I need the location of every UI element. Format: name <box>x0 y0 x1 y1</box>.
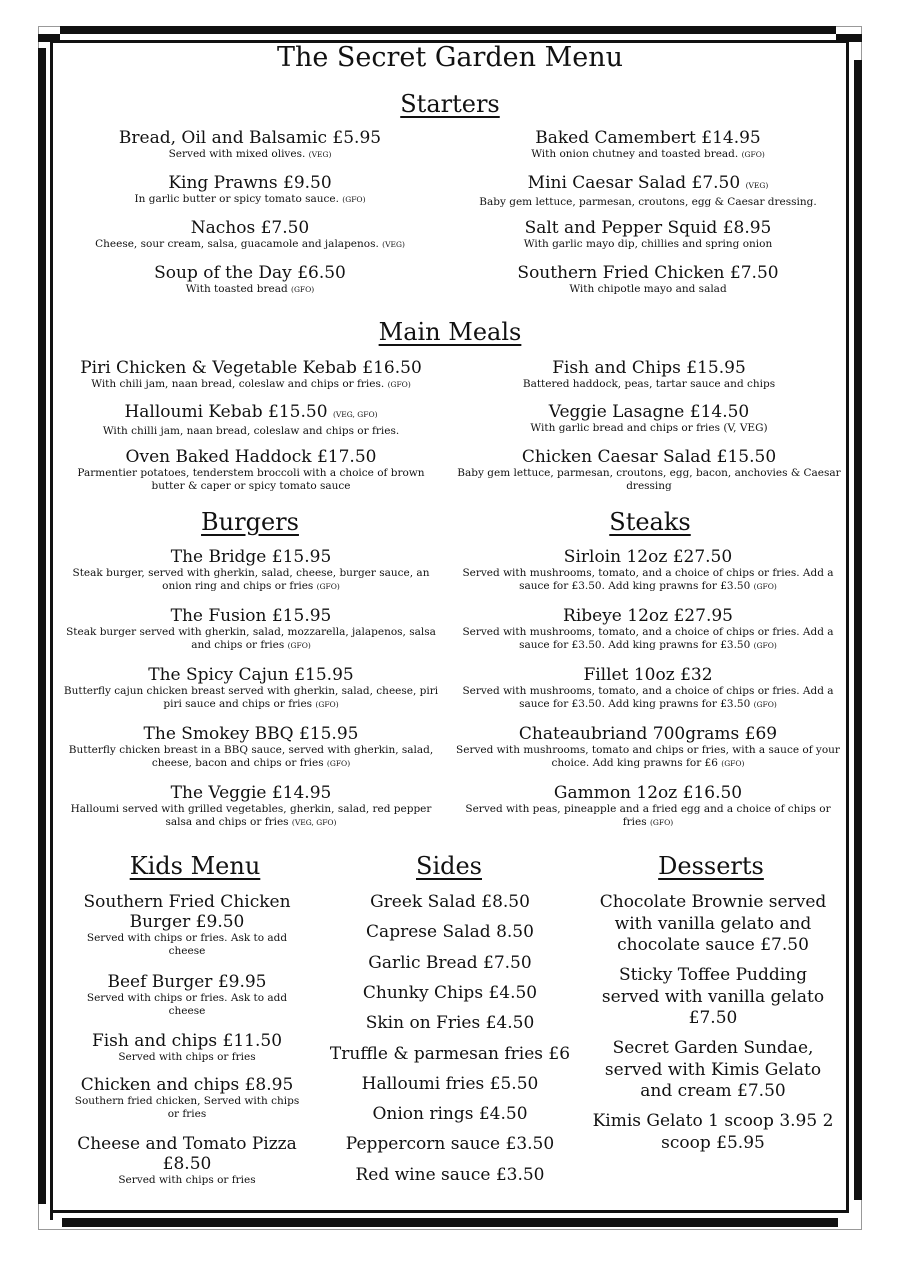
item-name-line <box>58 173 442 193</box>
menu-item <box>68 402 434 438</box>
dessert-item: Chocolate Brownie served with vanilla gelato and chocolate sauce £7.50 <box>599 892 827 955</box>
menu-item <box>74 1134 300 1187</box>
item-description-line <box>68 378 434 391</box>
item-name: Chicken Caesar Salad £15.50 <box>521 447 777 467</box>
item-description: Served with chips or fries <box>118 1051 256 1063</box>
item-description: With garlic bread and chips or fries (V, VEG) <box>530 422 768 434</box>
item-name-line <box>74 1031 300 1051</box>
menu-item <box>74 1031 300 1064</box>
item-name-line <box>58 263 442 283</box>
item-name: King Prawns £9.50 <box>168 173 332 193</box>
item-name: The Smokey BBQ £15.95 <box>143 724 359 744</box>
item-name-line <box>68 402 434 425</box>
item-description-line <box>74 1095 300 1121</box>
item-diet-tag: (VEG) <box>745 181 769 190</box>
item-description-line <box>454 467 844 493</box>
item-name: Chateaubriand 700grams £69 <box>518 724 778 744</box>
item-description: Halloumi served with grilled vegetables, gherkin, salad, red pepper salsa and chips or fries <box>70 803 432 828</box>
item-name: Bread, Oil and Balsamic £5.95 <box>118 128 382 148</box>
menu-item <box>456 606 840 652</box>
item-diet-tag: (VEG, GFO) <box>291 818 337 827</box>
side-item: Greek Salad £8.50 <box>370 892 530 912</box>
item-name-line <box>454 402 844 422</box>
item-name: Chicken and chips £8.95 <box>80 1075 294 1095</box>
steaks-heading: Steaks <box>609 508 691 536</box>
item-description-line <box>74 992 300 1018</box>
item-description-line <box>68 425 434 438</box>
item-name-line <box>456 173 840 196</box>
item-name: The Veggie £14.95 <box>170 783 332 803</box>
item-description-line <box>454 422 844 435</box>
side-item: Chunky Chips £4.50 <box>362 982 538 1003</box>
item-diet-tag: (GFO) <box>741 150 765 159</box>
item-description-line <box>74 932 300 958</box>
side-item: Garlic Bread £7.50 <box>368 952 532 973</box>
item-description-line <box>58 283 442 296</box>
item-name: Southern Fried Chicken Burger £9.50 <box>83 892 291 932</box>
item-name: Baked Camembert £14.95 <box>535 128 761 148</box>
item-description: In garlic butter or spicy tomato sauce. <box>134 193 343 205</box>
item-name: Nachos £7.50 <box>190 218 310 238</box>
side-item: Peppercorn sauce £3.50 <box>345 1134 555 1155</box>
item-description-line <box>454 378 844 391</box>
item-name: The Spicy Cajun £15.95 <box>148 665 354 685</box>
menu-item <box>58 218 442 251</box>
item-description: Served with chips or fries <box>118 1174 256 1186</box>
menu-item <box>62 783 440 829</box>
item-description-line <box>456 803 840 829</box>
menu-item <box>456 218 840 251</box>
item-name-line <box>68 358 434 378</box>
menu-item <box>74 892 300 958</box>
menu-item <box>456 665 840 711</box>
item-description-line <box>456 283 840 296</box>
item-diet-tag: (GFO) <box>753 582 777 591</box>
side-item: Red wine sauce £3.50 <box>355 1164 545 1185</box>
frame-right-bar <box>854 60 862 1200</box>
menu-item <box>58 128 442 161</box>
item-name: Fish and chips £11.50 <box>91 1031 283 1051</box>
item-name-line <box>74 1075 300 1095</box>
item-name-line <box>74 1134 300 1174</box>
item-description-line <box>456 148 840 161</box>
item-description: With onion chutney and toasted bread. <box>531 148 742 160</box>
item-description: Butterfly chicken breast in a BBQ sauce, served with gherkin, salad, cheese, bacon and chips or fries <box>68 744 434 769</box>
item-description-line <box>62 685 440 711</box>
item-name-line <box>454 447 844 467</box>
item-description-line <box>74 1051 300 1064</box>
item-diet-tag: (VEG) <box>382 240 405 249</box>
item-description: Baby gem lettuce, parmesan, croutons, egg & Caesar dressing. <box>479 196 817 208</box>
item-description-line <box>58 193 442 206</box>
item-name-line <box>58 128 442 148</box>
item-description: Served with chips or fries. Ask to add cheese <box>86 932 288 957</box>
item-name-line <box>456 665 840 685</box>
item-name-line <box>74 972 300 992</box>
dessert-item: Secret Garden Sundae, served with Kimis Gelato and cream £7.50 <box>604 1038 822 1101</box>
item-description: Served with chips or fries. Ask to add cheese <box>86 992 288 1017</box>
side-item: Halloumi fries £5.50 <box>361 1073 539 1094</box>
item-description-line <box>62 567 440 593</box>
item-diet-tag: (GFO) <box>650 818 674 827</box>
menu-item <box>456 783 840 829</box>
menu-item <box>62 606 440 652</box>
item-description: With toasted bread <box>185 283 292 295</box>
item-name-line <box>454 358 844 378</box>
side-item: Onion rings £4.50 <box>372 1104 528 1125</box>
item-description: Battered haddock, peas, tartar sauce and chips <box>522 378 776 390</box>
item-name: Oven Baked Haddock £17.50 <box>125 447 377 467</box>
starters-heading: Starters <box>400 90 500 118</box>
menu-item <box>68 358 434 391</box>
item-diet-tag: (VEG, GFO) <box>332 410 378 419</box>
item-diet-tag: (GFO) <box>287 641 311 650</box>
menu-item <box>456 173 840 209</box>
item-name: Fish and Chips £15.95 <box>552 358 746 378</box>
main-meals-heading: Main Meals <box>378 318 522 346</box>
item-name-line <box>68 447 434 467</box>
burgers-heading: Burgers <box>201 508 299 536</box>
frame-inner-left <box>50 42 53 1220</box>
menu-item <box>454 402 844 435</box>
item-description: Served with mushrooms, tomato and chips or fries, with a sauce of your choice. Add king prawns for £6 <box>456 744 840 769</box>
item-name: Ribeye 12oz £27.95 <box>563 606 733 626</box>
dessert-item: Kimis Gelato 1 scoop 3.95 2 scoop £5.95 <box>592 1111 834 1153</box>
menu-item <box>456 128 840 161</box>
item-name-line <box>62 606 440 626</box>
item-description: Served with mushrooms, tomato, and a choice of chips or fries. Add a sauce for £3.50. Add king prawns for £3.50 <box>462 685 834 710</box>
item-description: Steak burger served with gherkin, salad, mozzarella, jalapenos, salsa and chips or fries <box>66 626 436 651</box>
item-description: Served with mushrooms, tomato, and a choice of chips or fries. Add a sauce for £3.50. Add king prawns for £3.50 <box>462 567 834 592</box>
item-diet-tag: (GFO) <box>721 759 745 768</box>
menu-item <box>74 1075 300 1121</box>
side-item: Skin on Fries £4.50 <box>365 1013 535 1034</box>
item-description: With chilli jam, naan bread, coleslaw and chips or fries. <box>102 425 400 437</box>
item-name: Fillet 10oz £32 <box>583 665 713 685</box>
item-description: Butterfly cajun chicken breast served with gherkin, salad, cheese, piri piri sauce and chips or fries <box>63 685 439 710</box>
frame-top-bar <box>60 26 836 34</box>
item-name: Soup of the Day £6.50 <box>154 263 346 283</box>
item-name-line <box>456 128 840 148</box>
item-diet-tag: (GFO) <box>326 759 351 768</box>
item-description: Cheese, sour cream, salsa, guacamole and jalapenos. <box>95 238 383 250</box>
desserts-heading: Desserts <box>658 852 764 880</box>
item-name: Southern Fried Chicken £7.50 <box>517 263 779 283</box>
menu-item <box>62 665 440 711</box>
item-name: The Fusion £15.95 <box>170 606 332 626</box>
sides-heading: Sides <box>416 852 482 880</box>
menu-item <box>454 447 844 493</box>
item-description: Southern fried chicken, Served with chips or fries <box>74 1095 300 1120</box>
item-name-line <box>58 218 442 238</box>
item-description: Served with mixed olives. <box>168 148 309 160</box>
item-description: With chili jam, naan bread, coleslaw and chips or fries. <box>91 378 388 390</box>
menu-item <box>456 263 840 296</box>
item-diet-tag: (GFO) <box>753 641 777 650</box>
frame-inner-right <box>846 34 849 1212</box>
menu-item <box>62 547 440 593</box>
item-name-line <box>456 783 840 803</box>
menu-title: The Secret Garden Menu <box>276 42 624 73</box>
item-description-line <box>58 238 442 251</box>
item-description: Baby gem lettuce, parmesan, croutons, egg, bacon, anchovies & Caesar dressing <box>457 467 841 492</box>
item-description: With chipotle mayo and salad <box>569 283 727 295</box>
menu-item <box>454 358 844 391</box>
item-name-line <box>62 665 440 685</box>
side-item: Truffle & parmesan fries £6 <box>329 1043 571 1064</box>
menu-item <box>68 447 434 493</box>
item-description: Served with peas, pineapple and a fried egg and a choice of chips or fries <box>465 803 831 828</box>
item-diet-tag: (GFO) <box>387 380 411 389</box>
item-description-line <box>456 238 840 251</box>
item-name-line <box>62 724 440 744</box>
item-description-line <box>456 567 840 593</box>
item-diet-tag: (GFO) <box>753 700 777 709</box>
item-description-line <box>456 685 840 711</box>
item-description: Parmentier potatoes, tenderstem broccoli with a choice of brown butter & caper or spicy tomato sauce <box>77 467 425 492</box>
item-name-line <box>456 606 840 626</box>
item-name: The Bridge £15.95 <box>170 547 332 567</box>
item-diet-tag: (GFO) <box>315 700 339 709</box>
menu-item <box>456 724 840 770</box>
item-description-line <box>456 744 840 770</box>
item-name-line <box>456 263 840 283</box>
menu-item <box>62 724 440 770</box>
item-diet-tag: (VEG) <box>308 150 332 159</box>
item-description: Served with mushrooms, tomato, and a choice of chips or fries. Add a sauce for £3.50. Add king prawns for £3.50 <box>462 626 834 651</box>
item-name-line <box>62 783 440 803</box>
item-diet-tag: (GFO) <box>316 582 340 591</box>
item-description-line <box>68 467 434 493</box>
item-description-line <box>62 744 440 770</box>
item-description-line <box>62 803 440 829</box>
item-description: With garlic mayo dip, chillies and spring onion <box>523 238 773 250</box>
item-diet-tag: (GFO) <box>342 195 366 204</box>
menu-item <box>58 263 442 296</box>
menu-page <box>58 40 842 1220</box>
item-description-line <box>456 626 840 652</box>
item-description: Steak burger, served with gherkin, salad, cheese, burger sauce, an onion ring and chips or fries <box>72 567 430 592</box>
item-diet-tag: (GFO) <box>291 285 315 294</box>
item-description-line <box>62 626 440 652</box>
item-description-line <box>456 196 840 209</box>
frame-left-bar <box>38 48 46 1204</box>
item-name: Beef Burger £9.95 <box>107 972 267 992</box>
item-name: Veggie Lasagne £14.50 <box>548 402 750 422</box>
dessert-item: Sticky Toffee Pudding served with vanilla gelato £7.50 <box>601 965 825 1028</box>
menu-item <box>456 547 840 593</box>
item-name-line <box>456 724 840 744</box>
kids-menu-heading: Kids Menu <box>129 852 261 880</box>
item-name: Cheese and Tomato Pizza £8.50 <box>77 1134 297 1174</box>
item-name-line <box>74 892 300 932</box>
item-name: Sirloin 12oz £27.50 <box>563 547 733 567</box>
side-item: Caprese Salad 8.50 <box>366 922 534 943</box>
item-name: Halloumi Kebab £15.50 <box>124 402 333 422</box>
menu-item <box>58 173 442 206</box>
item-name: Piri Chicken & Vegetable Kebab £16.50 <box>80 358 422 378</box>
item-name: Salt and Pepper Squid £8.95 <box>524 218 772 238</box>
item-description-line <box>58 148 442 161</box>
item-name: Mini Caesar Salad £7.50 <box>527 173 746 193</box>
item-name-line <box>456 547 840 567</box>
menu-item <box>74 972 300 1018</box>
item-name-line <box>456 218 840 238</box>
item-description-line <box>74 1174 300 1187</box>
item-name-line <box>62 547 440 567</box>
item-name: Gammon 12oz £16.50 <box>553 783 743 803</box>
